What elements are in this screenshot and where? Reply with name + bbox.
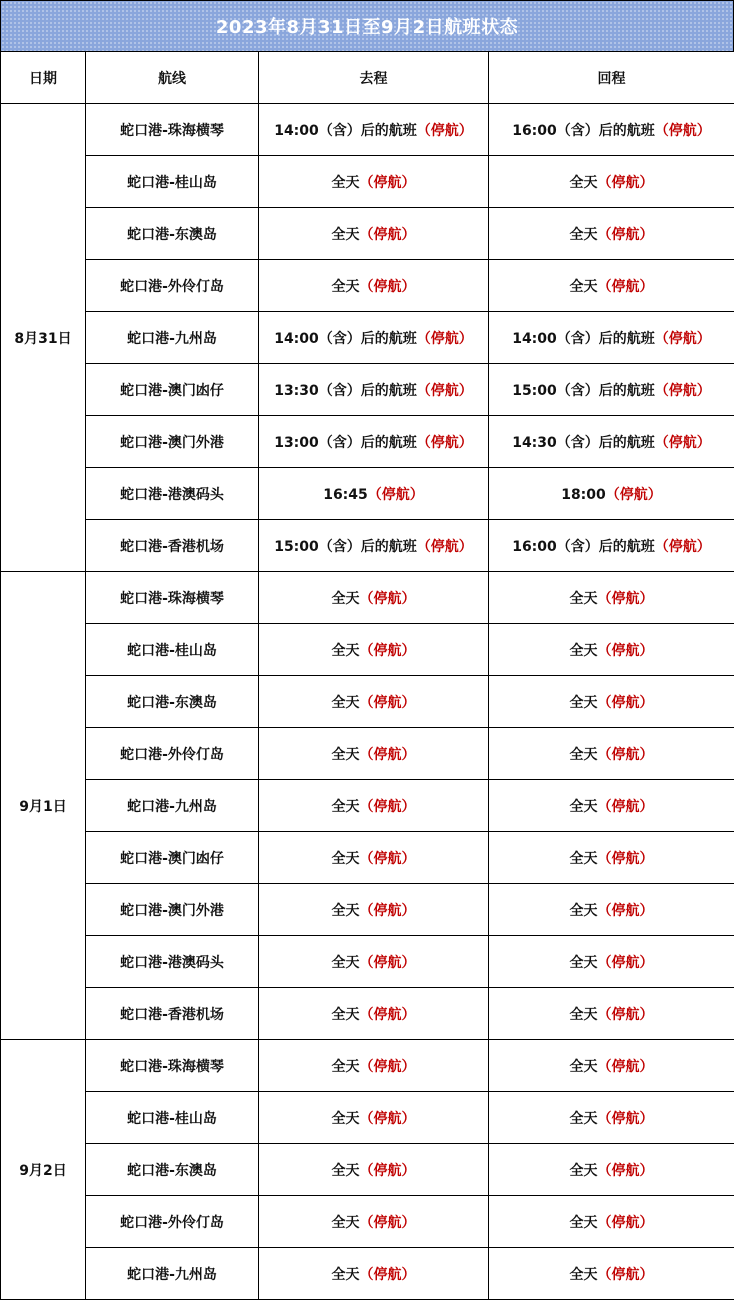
outbound-time: 14:00（含）后的航班 — [274, 122, 417, 139]
route-cell: 蛇口港-桂山岛 — [86, 624, 259, 676]
outbound-time: 16:45 — [323, 486, 368, 503]
suspended-label: （停航） — [597, 850, 654, 867]
outbound-cell — [259, 156, 489, 208]
outbound-cell — [259, 936, 489, 988]
route-cell: 蛇口港-香港机场 — [86, 988, 259, 1040]
outbound-time: 全天 — [331, 954, 360, 971]
route-cell: 蛇口港-东澳岛 — [86, 1144, 259, 1196]
suspended-label: （停航） — [416, 382, 473, 399]
table-row — [1, 468, 734, 520]
table-row — [1, 520, 734, 572]
outbound-cell — [259, 468, 489, 520]
suspended-label: （停航） — [359, 1006, 416, 1023]
suspended-label: （停航） — [654, 538, 711, 555]
suspended-label: （停航） — [359, 1214, 416, 1231]
suspended-label: （停航） — [359, 694, 416, 711]
outbound-time: 全天 — [331, 174, 360, 191]
suspended-label: （停航） — [359, 590, 416, 607]
suspended-label: （停航） — [359, 642, 416, 659]
return-cell — [489, 988, 734, 1040]
route-cell: 蛇口港-香港机场 — [86, 520, 259, 572]
suspended-label: （停航） — [359, 1162, 416, 1179]
outbound-time: 14:00（含）后的航班 — [274, 330, 417, 347]
outbound-cell — [259, 676, 489, 728]
return-cell — [489, 624, 734, 676]
outbound-cell — [259, 1144, 489, 1196]
outbound-cell — [259, 1248, 489, 1300]
outbound-time: 13:00（含）后的航班 — [274, 434, 417, 451]
suspended-label: （停航） — [597, 746, 654, 763]
suspended-label: （停航） — [597, 1110, 654, 1127]
outbound-cell — [259, 780, 489, 832]
return-cell — [489, 1040, 734, 1092]
outbound-time: 全天 — [331, 1006, 360, 1023]
outbound-time: 15:00（含）后的航班 — [274, 538, 417, 555]
suspended-label: （停航） — [654, 434, 711, 451]
suspended-label: （停航） — [359, 798, 416, 815]
outbound-cell — [259, 1092, 489, 1144]
outbound-time: 13:30（含）后的航班 — [274, 382, 417, 399]
outbound-time: 全天 — [331, 1266, 360, 1283]
return-cell — [489, 1196, 734, 1248]
return-time: 全天 — [569, 850, 598, 867]
route-cell: 蛇口港-澳门凼仔 — [86, 364, 259, 416]
route-cell: 蛇口港-澳门外港 — [86, 416, 259, 468]
suspended-label: （停航） — [359, 902, 416, 919]
route-cell: 蛇口港-桂山岛 — [86, 1092, 259, 1144]
table-row — [1, 780, 734, 832]
route-cell: 蛇口港-珠海横琴 — [86, 1040, 259, 1092]
table-row — [1, 156, 734, 208]
outbound-time: 全天 — [331, 746, 360, 763]
return-cell — [489, 208, 734, 260]
outbound-time: 全天 — [331, 850, 360, 867]
route-cell: 蛇口港-九州岛 — [86, 1248, 259, 1300]
header-outbound: 去程 — [259, 52, 489, 104]
return-cell — [489, 728, 734, 780]
suspended-label: （停航） — [597, 1058, 654, 1075]
outbound-cell — [259, 208, 489, 260]
suspended-label: （停航） — [654, 330, 711, 347]
suspended-label: （停航） — [416, 122, 473, 139]
table-row — [1, 104, 734, 156]
return-time: 全天 — [569, 1266, 598, 1283]
table-row — [1, 1248, 734, 1300]
outbound-time: 全天 — [331, 590, 360, 607]
suspended-label: （停航） — [597, 954, 654, 971]
suspended-label: （停航） — [597, 1214, 654, 1231]
suspended-label: （停航） — [605, 486, 662, 503]
table-row — [1, 572, 734, 624]
table-row — [1, 936, 734, 988]
return-cell — [489, 1144, 734, 1196]
outbound-time: 全天 — [331, 642, 360, 659]
header-return: 回程 — [489, 52, 734, 104]
return-cell — [489, 104, 734, 156]
outbound-cell — [259, 988, 489, 1040]
suspended-label: （停航） — [359, 174, 416, 191]
suspended-label: （停航） — [597, 642, 654, 659]
outbound-time: 全天 — [331, 1110, 360, 1127]
return-time: 全天 — [569, 798, 598, 815]
header-row — [1, 52, 734, 104]
outbound-time: 全天 — [331, 1058, 360, 1075]
return-cell — [489, 780, 734, 832]
suspended-label: （停航） — [597, 798, 654, 815]
return-cell — [489, 936, 734, 988]
return-time: 15:00（含）后的航班 — [512, 382, 655, 399]
route-cell: 蛇口港-东澳岛 — [86, 676, 259, 728]
return-time: 全天 — [569, 1214, 598, 1231]
return-time: 16:00（含）后的航班 — [512, 538, 655, 555]
table-row — [1, 676, 734, 728]
suspended-label: （停航） — [359, 850, 416, 867]
suspended-label: （停航） — [416, 538, 473, 555]
table-row — [1, 1196, 734, 1248]
outbound-cell — [259, 1040, 489, 1092]
outbound-cell — [259, 1196, 489, 1248]
suspended-label: （停航） — [597, 694, 654, 711]
return-cell — [489, 156, 734, 208]
route-cell: 蛇口港-港澳码头 — [86, 468, 259, 520]
route-cell: 蛇口港-澳门凼仔 — [86, 832, 259, 884]
outbound-time: 全天 — [331, 798, 360, 815]
return-time: 全天 — [569, 174, 598, 191]
table-row — [1, 260, 734, 312]
route-cell: 蛇口港-澳门外港 — [86, 884, 259, 936]
date-cell: 8月31日 — [1, 104, 86, 572]
outbound-time: 全天 — [331, 1214, 360, 1231]
outbound-time: 全天 — [331, 278, 360, 295]
outbound-cell — [259, 104, 489, 156]
table-row — [1, 208, 734, 260]
suspended-label: （停航） — [416, 330, 473, 347]
table-body — [1, 104, 734, 1300]
return-cell — [489, 520, 734, 572]
outbound-cell — [259, 624, 489, 676]
outbound-cell — [259, 520, 489, 572]
outbound-cell — [259, 728, 489, 780]
outbound-cell — [259, 572, 489, 624]
outbound-cell — [259, 884, 489, 936]
route-cell: 蛇口港-港澳码头 — [86, 936, 259, 988]
return-time: 全天 — [569, 694, 598, 711]
date-cell: 9月2日 — [1, 1040, 86, 1300]
route-cell: 蛇口港-九州岛 — [86, 780, 259, 832]
table-row — [1, 1040, 734, 1092]
route-cell: 蛇口港-珠海横琴 — [86, 104, 259, 156]
suspended-label: （停航） — [359, 1110, 416, 1127]
return-time: 全天 — [569, 1110, 598, 1127]
outbound-cell — [259, 312, 489, 364]
suspended-label: （停航） — [359, 226, 416, 243]
return-cell — [489, 572, 734, 624]
return-time: 全天 — [569, 1162, 598, 1179]
suspended-label: （停航） — [367, 486, 424, 503]
header-date: 日期 — [1, 52, 86, 104]
return-cell — [489, 1092, 734, 1144]
route-cell: 蛇口港-东澳岛 — [86, 208, 259, 260]
outbound-time: 全天 — [331, 226, 360, 243]
return-time: 全天 — [569, 226, 598, 243]
return-time: 全天 — [569, 1058, 598, 1075]
page-title: 2023年8月31日至9月2日航班状态 — [0, 0, 734, 52]
header-route: 航线 — [86, 52, 259, 104]
return-time: 全天 — [569, 278, 598, 295]
suspended-label: （停航） — [654, 382, 711, 399]
suspended-label: （停航） — [359, 746, 416, 763]
outbound-cell — [259, 832, 489, 884]
outbound-time: 全天 — [331, 1162, 360, 1179]
return-time: 14:30（含）后的航班 — [512, 434, 655, 451]
return-cell — [489, 416, 734, 468]
return-time: 14:00（含）后的航班 — [512, 330, 655, 347]
flight-status-table — [0, 51, 734, 1300]
return-time: 全天 — [569, 642, 598, 659]
table-row — [1, 1092, 734, 1144]
return-cell — [489, 260, 734, 312]
return-time: 全天 — [569, 902, 598, 919]
suspended-label: （停航） — [597, 590, 654, 607]
suspended-label: （停航） — [654, 122, 711, 139]
route-cell: 蛇口港-外伶仃岛 — [86, 1196, 259, 1248]
suspended-label: （停航） — [359, 278, 416, 295]
suspended-label: （停航） — [597, 1162, 654, 1179]
return-time: 16:00（含）后的航班 — [512, 122, 655, 139]
table-row — [1, 832, 734, 884]
return-cell — [489, 468, 734, 520]
suspended-label: （停航） — [597, 174, 654, 191]
table-row — [1, 988, 734, 1040]
return-cell — [489, 676, 734, 728]
suspended-label: （停航） — [359, 954, 416, 971]
route-cell: 蛇口港-九州岛 — [86, 312, 259, 364]
return-time: 全天 — [569, 590, 598, 607]
return-cell — [489, 832, 734, 884]
suspended-label: （停航） — [597, 902, 654, 919]
suspended-label: （停航） — [359, 1058, 416, 1075]
route-cell: 蛇口港-桂山岛 — [86, 156, 259, 208]
outbound-cell — [259, 416, 489, 468]
table-row — [1, 416, 734, 468]
route-cell: 蛇口港-珠海横琴 — [86, 572, 259, 624]
suspended-label: （停航） — [416, 434, 473, 451]
outbound-cell — [259, 260, 489, 312]
date-cell: 9月1日 — [1, 572, 86, 1040]
suspended-label: （停航） — [359, 1266, 416, 1283]
outbound-time: 全天 — [331, 902, 360, 919]
table-row — [1, 364, 734, 416]
table-row — [1, 728, 734, 780]
suspended-label: （停航） — [597, 278, 654, 295]
route-cell: 蛇口港-外伶仃岛 — [86, 728, 259, 780]
suspended-label: （停航） — [597, 1006, 654, 1023]
return-cell — [489, 312, 734, 364]
return-cell — [489, 884, 734, 936]
suspended-label: （停航） — [597, 226, 654, 243]
outbound-time: 全天 — [331, 694, 360, 711]
table-row — [1, 1144, 734, 1196]
return-cell — [489, 1248, 734, 1300]
table-row — [1, 312, 734, 364]
table-row — [1, 624, 734, 676]
return-time: 全天 — [569, 1006, 598, 1023]
suspended-label: （停航） — [597, 1266, 654, 1283]
return-time: 全天 — [569, 954, 598, 971]
return-time: 全天 — [569, 746, 598, 763]
route-cell: 蛇口港-外伶仃岛 — [86, 260, 259, 312]
return-time: 18:00 — [561, 486, 606, 503]
table-row — [1, 884, 734, 936]
outbound-cell — [259, 364, 489, 416]
return-cell — [489, 364, 734, 416]
